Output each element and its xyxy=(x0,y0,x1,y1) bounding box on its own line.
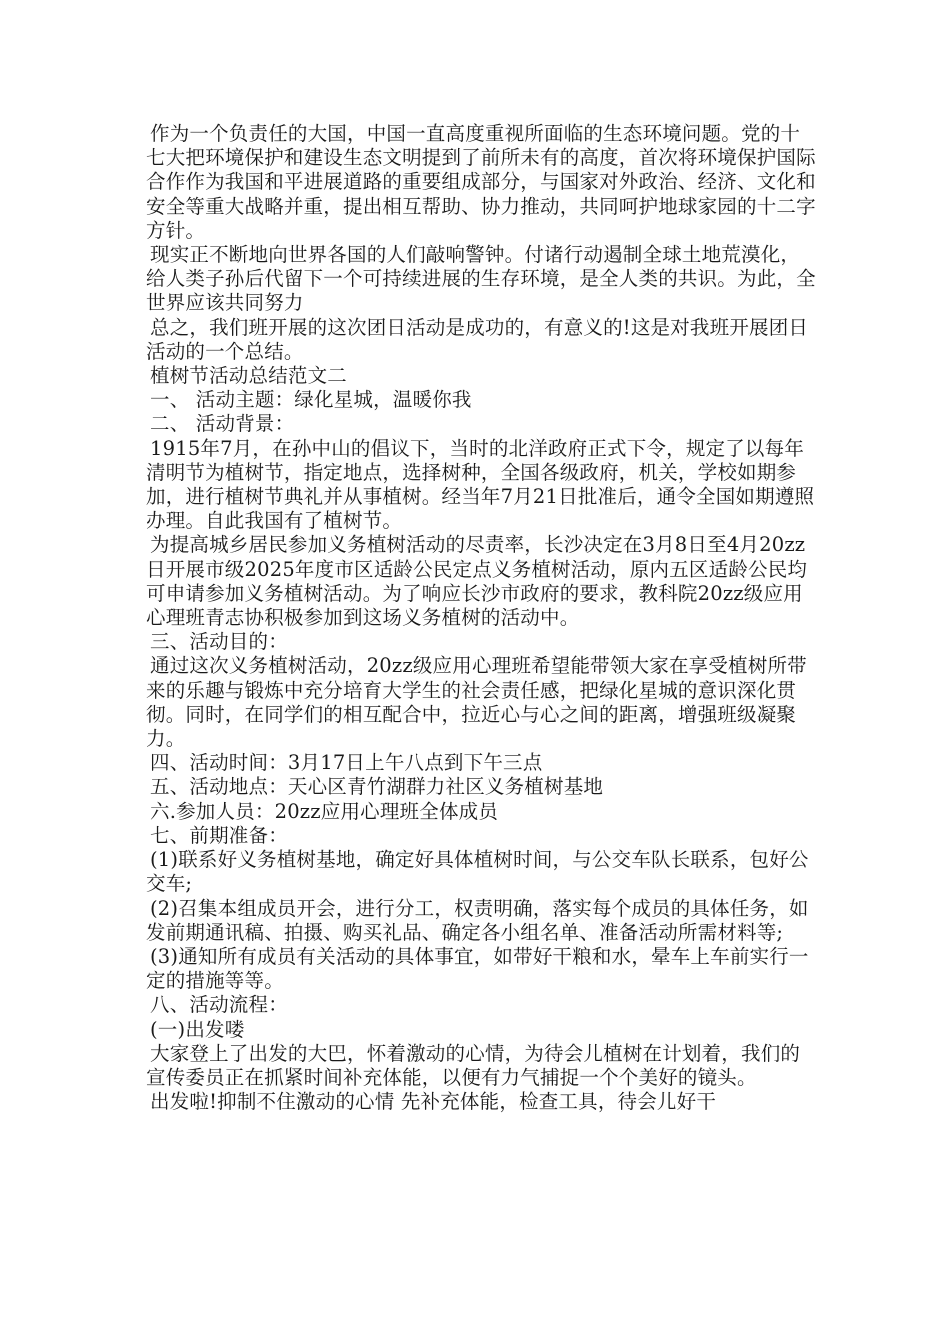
heading-preparation: 七、前期准备： xyxy=(150,823,288,847)
section-title: 植树节活动总结范文二 xyxy=(150,364,348,388)
activity-location: 五、活动地点：天心区青竹湖群力社区义务植树基地 xyxy=(150,775,604,799)
preparation-item-1: (1)联系好义务植树基地，确定好具体植树时间，与公交车队长联系，包好公交车; xyxy=(146,848,809,896)
paragraph-warning: 现实正不断地向世界各国的人们敲响警钟。付诸行动遏制全球土地荒漠化，给人类子孙后代留下一个可持续进展的生存环境，是全人类的共识。为此，全世界应该共同努力 xyxy=(146,243,816,315)
process-step-1-title: (一)出发喽 xyxy=(150,1017,245,1041)
participants: 六.参加人员：20zz应用心理班全体成员 xyxy=(150,799,499,823)
activity-theme: 一、 活动主题：绿化星城，温暖你我 xyxy=(150,388,472,412)
document-body xyxy=(146,122,818,1114)
preparation-item-2: (2)召集本组成员开会，进行分工，权责明确，落实每个成员的具体任务，如发前期通讯稿、拍摄、购买礼品、确定各小组名单、准备活动所需材料等; xyxy=(146,896,809,944)
preparation-item-3: (3)通知所有成员有关活动的具体事宜，如带好干粮和水，晕车上车前实行一定的措施等等。 xyxy=(146,944,809,993)
paragraph-background-changsha: 为提高城乡居民参加义务植树活动的尽责率，长沙决定在3月8日至4月20zz日开展市级2025年度市区适龄公民定点义务植树活动，原内五区适龄公民均可申请参加义务植树活动。为了响应长沙市政府的要求，教科院20zz级应用心理班青志协积极参加到这场义务植树的活动中。 xyxy=(146,533,808,630)
paragraph-summary: 总之，我们班开展的这次团日活动是成功的，有意义的!这是对我班开展团日活动的一个总结。 xyxy=(146,315,809,363)
activity-time: 四、活动时间：3月17日上午八点到下午三点 xyxy=(150,751,543,775)
heading-background: 二、 活动背景： xyxy=(150,412,295,436)
paragraph-background-history: 1915年7月，在孙中山的倡议下，当时的北洋政府正式下令，规定了以每年清明节为植树节，指定地点，选择树种，全国各级政府，机关，学校如期参加，进行植树节典礼并从事植树。经当年7月21日批准后，通令全国如期遵照办理。自此我国有了植树节。 xyxy=(146,436,815,533)
paragraph-ecology-intro: 作为一个负责任的大国，中国一直高度重视所面临的生态环境问题。党的十七大把环境保护和建设生态文明提到了前所未有的高度，首次将环境保护国际合作作为我国和平进展道路的重要组成部分，与国家对外政治、经济、文化和安全等重大战略并重，提出相互帮助、协力推动，共同呵护地球家园的十二字方针。 xyxy=(146,122,816,242)
heading-process: 八、活动流程： xyxy=(150,993,288,1017)
paragraph-purpose: 通过这次义务植树活动，20zz级应用心理班希望能带领大家在享受植树所带来的乐趣与锻炼中充分培育大学生的社会责任感，把绿化星城的意识深化贯彻。同时，在同学们的相互配合中，拉近心与心之间的距离，增强班级凝聚力。 xyxy=(146,654,807,751)
paragraph-departure-continued: 出发啦!抑制不住激动的心情 先补充体能，检查工具，待会儿好干 xyxy=(150,1090,717,1114)
heading-purpose: 三、活动目的： xyxy=(150,630,288,654)
paragraph-departure: 大家登上了出发的大巴，怀着激动的心情，为待会儿植树在计划着，我们的宣传委员正在抓紧时间补充体能，以便有力气捕捉一个个美好的镜头。 xyxy=(146,1041,801,1089)
